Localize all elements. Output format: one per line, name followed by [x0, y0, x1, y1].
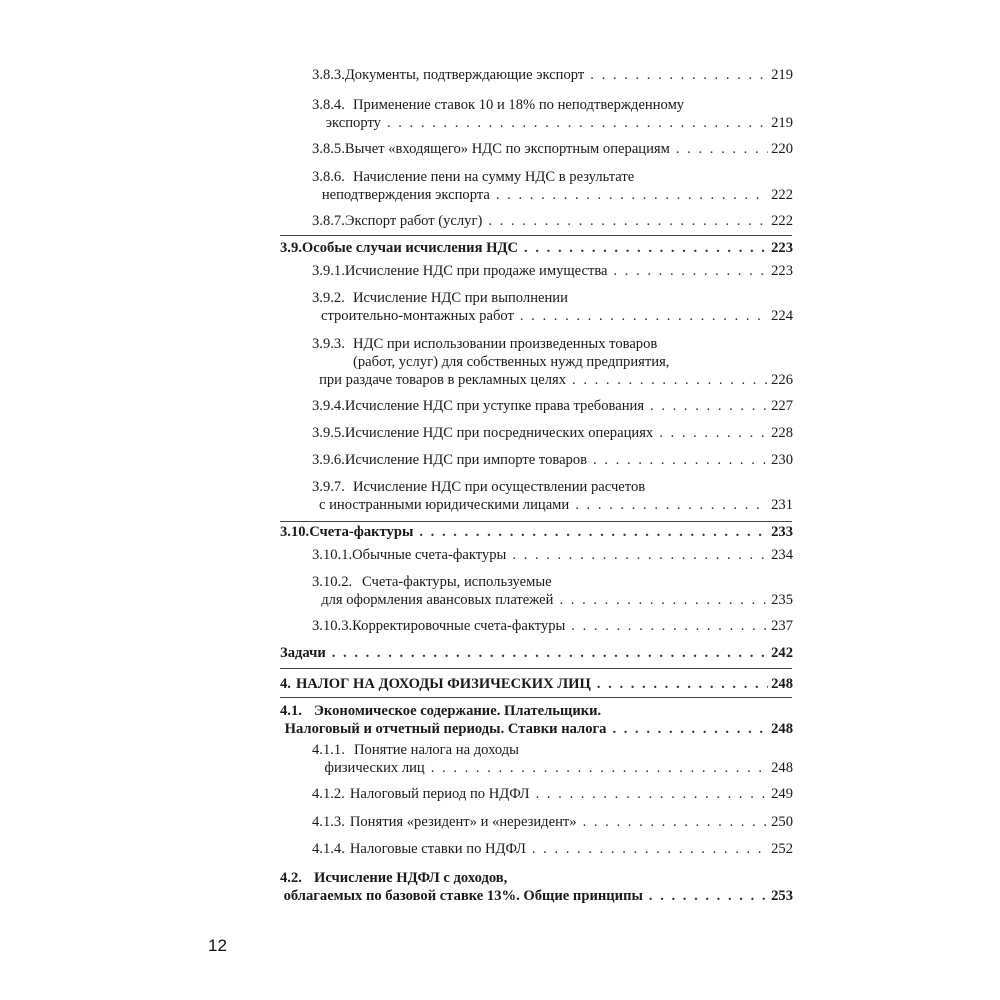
section-divider	[280, 697, 792, 698]
dot-leader	[512, 546, 768, 564]
toc-entry-title: (работ, услуг) для собственных нужд предприятия,	[353, 354, 670, 370]
toc-entry-title: Задачи	[280, 645, 326, 661]
toc-entry-title: Понятие налога на доходы	[354, 742, 519, 758]
toc-entry-number: 3.10.	[280, 524, 310, 540]
toc-entry-page: 223	[771, 263, 793, 279]
toc-entry-number: 3.9.5.	[312, 425, 345, 441]
toc-entry-page: 220	[771, 141, 793, 157]
toc-entry	[312, 451, 793, 469]
toc-entry-page: 250	[771, 814, 793, 830]
toc-entry-number: 3.9.3.	[312, 336, 345, 352]
toc-entry-number: 3.9.2.	[312, 290, 345, 306]
toc-entry	[312, 840, 793, 858]
toc-entry-title: Налоговые ставки по НДФЛ	[349, 841, 526, 857]
dot-leader	[520, 307, 768, 325]
toc-entry-number: 4.	[280, 676, 291, 692]
toc-entry-title: Экспорт работ (услуг)	[344, 213, 483, 229]
toc-entry-page: 222	[771, 187, 793, 203]
toc-entry-title: Исчисление НДС при осуществлении расчетов	[353, 479, 646, 495]
toc-entry-title: Счета-фактуры, используемые	[362, 574, 552, 590]
toc-entry-page: 219	[771, 115, 793, 131]
dot-leader	[659, 424, 768, 442]
toc-entry-number: 4.1.2.	[312, 786, 345, 802]
toc-entry-number: 3.8.6.	[312, 169, 345, 185]
toc-entry-page: 224	[771, 308, 793, 324]
dot-leader	[575, 496, 768, 514]
toc-entry-page: 234	[771, 547, 793, 563]
toc-entry	[312, 262, 793, 280]
toc-entry-page: 253	[771, 888, 793, 904]
toc-entry-title: Исчисление НДС при импорте товаров	[344, 452, 588, 468]
toc-entry-number: 4.2.	[280, 870, 302, 886]
toc-entry-title: облагаемых по базовой ставке 13%. Общие принципы	[283, 888, 643, 904]
toc-entry-number: 3.9.4.	[312, 398, 345, 414]
toc-entry-page: 231	[771, 497, 793, 513]
dot-leader	[593, 451, 768, 469]
toc-entry-title: Исчисление НДС при уступке права требования	[344, 398, 645, 414]
toc-entry-title: экспорту	[325, 115, 381, 131]
toc-entry-title: Вычет «входящего» НДС по экспортным операциям	[344, 141, 670, 157]
toc-entry-number: 4.1.	[280, 703, 302, 719]
toc-entry-number: 3.9.6.	[312, 452, 345, 468]
toc-entry	[280, 239, 793, 257]
toc-entry-title: Экономическое содержание. Плательщики.	[314, 703, 602, 719]
toc-entry-page: 235	[771, 592, 793, 608]
toc-entry	[312, 212, 793, 230]
dot-leader	[532, 840, 768, 858]
toc-entry	[312, 140, 793, 158]
toc-entry-title: Понятия «резидент» и «нерезидент»	[349, 814, 577, 830]
toc-entry-page: 223	[771, 240, 793, 256]
dot-leader	[419, 523, 768, 541]
toc-entry-title: Документы, подтверждающие экспорт	[344, 67, 585, 83]
section-divider	[280, 521, 792, 522]
dot-leader	[614, 262, 769, 280]
dot-leader	[488, 212, 768, 230]
toc-entry-title: строительно-монтажных работ	[320, 308, 514, 324]
toc-entry	[312, 478, 793, 514]
toc-entry	[312, 813, 793, 831]
toc-entry-title: Исчисление НДФЛ с доходов,	[314, 870, 508, 886]
dot-leader	[590, 66, 768, 84]
toc-entry	[312, 546, 793, 564]
toc-entry-number: 3.8.4.	[312, 97, 345, 113]
toc-entry-number: 4.1.1.	[312, 742, 345, 758]
toc-entry-page: 227	[771, 398, 793, 414]
toc-entry-title: НДС при использовании произведенных товаров	[353, 336, 658, 352]
toc-entry	[280, 523, 793, 541]
dot-leader	[387, 114, 768, 132]
toc-entry-title: неподтверждения экспорта	[321, 187, 490, 203]
toc-entry	[312, 617, 793, 635]
toc-entry-title: Налоговый и отчетный периоды. Ставки налога	[284, 721, 607, 737]
toc-entry-page: 233	[771, 524, 793, 540]
dot-leader	[536, 785, 769, 803]
toc-entry	[312, 66, 793, 84]
dot-leader	[583, 813, 769, 831]
toc-entry	[312, 397, 793, 415]
toc-entry-number: 3.9.1.	[312, 263, 345, 279]
dot-leader	[597, 675, 768, 693]
toc-entry-number: 3.10.2.	[312, 574, 353, 590]
toc-entry-page: 237	[771, 618, 793, 634]
toc-entry-page: 226	[771, 372, 793, 388]
toc-entry-page: 248	[771, 676, 793, 692]
toc-entry-page: 248	[771, 721, 793, 737]
toc-entry-title: Исчисление НДС при продаже имущества	[344, 263, 608, 279]
toc-entry-title: Счета-фактуры	[309, 524, 414, 540]
toc-entry	[312, 96, 793, 132]
toc-entry-title: при раздаче товаров в рекламных целях	[319, 372, 567, 388]
section-divider	[280, 235, 792, 236]
toc-entry	[312, 573, 793, 609]
toc-entry	[312, 168, 793, 204]
toc-entry	[312, 335, 793, 389]
dot-leader	[572, 371, 768, 389]
toc-entry-number: 3.9.	[280, 240, 302, 256]
dot-leader	[332, 644, 768, 662]
toc-entry-page: 249	[771, 786, 793, 802]
toc-entry-number: 3.8.3.	[312, 67, 345, 83]
dot-leader	[496, 186, 768, 204]
dot-leader	[431, 759, 768, 777]
toc-entry-number: 3.9.7.	[312, 479, 345, 495]
dot-leader	[571, 617, 768, 635]
toc-entry-title: Исчисление НДС при посреднических операциях	[344, 425, 654, 441]
dot-leader	[650, 397, 768, 415]
dot-leader	[559, 591, 768, 609]
dot-leader	[676, 140, 768, 158]
toc-entry-title: для оформления авансовых платежей	[321, 592, 554, 608]
toc-entry	[312, 785, 793, 803]
toc-entry-number: 4.1.3.	[312, 814, 345, 830]
toc-entry	[280, 644, 793, 662]
dot-leader	[524, 239, 768, 257]
toc-entry-title: НАЛОГ НА ДОХОДЫ ФИЗИЧЕСКИХ ЛИЦ	[295, 676, 591, 692]
dot-leader	[649, 887, 768, 905]
toc-entry-title: с иностранными юридическими лицами	[318, 497, 570, 513]
toc-entry-title: Налоговый период по НДФЛ	[349, 786, 530, 802]
toc-entry-number: 3.10.3.	[312, 618, 353, 634]
toc-entry	[280, 675, 793, 693]
toc-entry-number: 3.8.7.	[312, 213, 345, 229]
page-number: 12	[208, 936, 227, 955]
toc-entry-number: 4.1.4.	[312, 841, 345, 857]
dot-leader	[612, 720, 768, 738]
toc-entry	[312, 741, 793, 777]
toc-entry-page: 230	[771, 452, 793, 468]
toc-entry-title: Обычные счета-фактуры	[352, 547, 507, 563]
toc-entry	[312, 424, 793, 442]
toc-entry-title: физических лиц	[324, 760, 425, 776]
toc-entry-page: 219	[771, 67, 793, 83]
toc-entry-page: 228	[771, 425, 793, 441]
toc-entry-page: 252	[771, 841, 793, 857]
toc-entry-page: 248	[771, 760, 793, 776]
toc-entry-title: Корректировочные счета-фактуры	[352, 618, 566, 634]
toc-entry	[280, 702, 793, 738]
section-divider	[280, 668, 792, 669]
toc-entry-title: Исчисление НДС при выполнении	[353, 290, 568, 306]
toc-entry-title: Применение ставок 10 и 18% по неподтвержденному	[353, 97, 685, 113]
toc-entry-title: Особые случаи исчисления НДС	[301, 240, 519, 256]
toc-entry	[280, 869, 793, 905]
toc-entry-page: 222	[771, 213, 793, 229]
toc-entry	[312, 289, 793, 325]
toc-entry-number: 3.8.5.	[312, 141, 345, 157]
toc-entry-page: 242	[771, 645, 793, 661]
toc-entry-number: 3.10.1.	[312, 547, 353, 563]
toc-entry-title: Начисление пени на сумму НДС в результате	[353, 169, 635, 185]
